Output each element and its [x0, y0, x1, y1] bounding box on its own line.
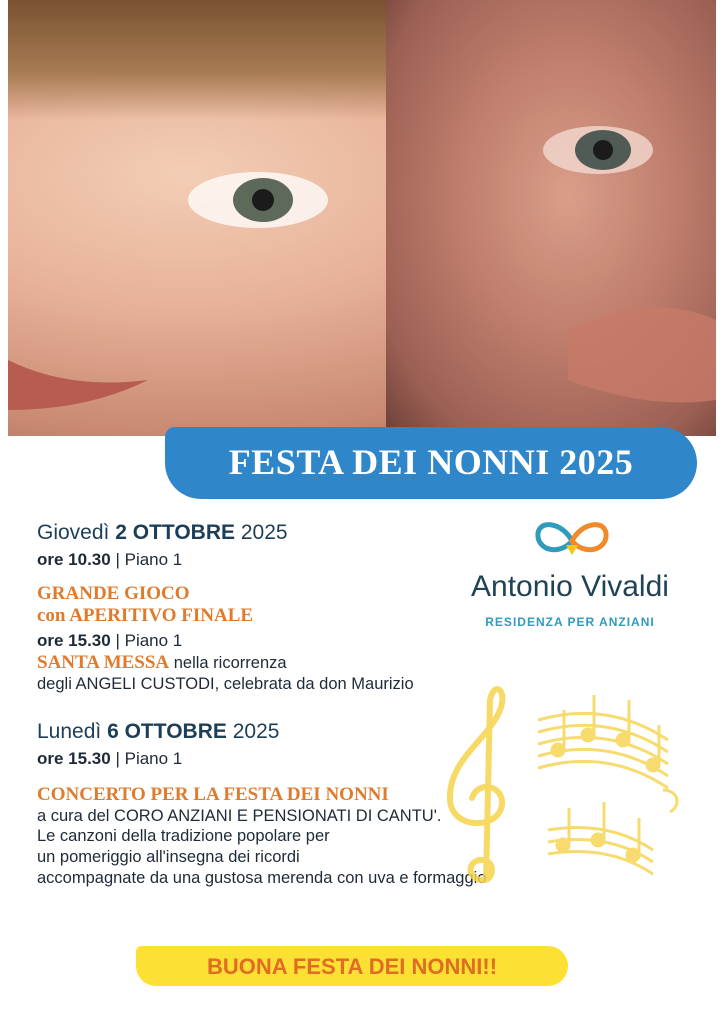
event1-place2: | Piano 1	[115, 631, 183, 650]
concert-line: Le canzoni della tradizione popolare per	[37, 827, 330, 845]
event1-activity-line1: GRANDE GIOCO	[37, 583, 190, 604]
logo-name: Antonio Vivaldi	[471, 570, 669, 603]
mass-title: SANTA MESSA	[37, 652, 170, 673]
title-banner	[165, 427, 697, 499]
logo-subtitle: RESIDENZA PER ANZIANI	[485, 615, 655, 629]
hero-photo	[8, 0, 716, 436]
event1-activity-line2: con APERITIVO FINALE	[37, 605, 254, 626]
footer-banner	[136, 946, 568, 986]
concert-line: accompagnate da una gustosa merenda con uva e formaggio	[37, 869, 487, 887]
event2-date	[37, 720, 279, 744]
mass-rest: nella ricorrenza	[169, 654, 287, 672]
event1-time2-bold: ore 15.30	[37, 631, 111, 650]
event2-day: Lunedì	[37, 720, 102, 743]
event1-day: Giovedì	[37, 521, 110, 544]
event1-mass	[37, 652, 287, 674]
event1-date	[37, 521, 288, 545]
event2-time-bold: ore 15.30	[37, 749, 111, 768]
event2-place: | Piano 1	[115, 749, 183, 768]
event1-mass-line2: degli ANGELI CUSTODI, celebrata da don Maurizio	[37, 675, 414, 693]
footer-greeting: BUONA FESTA DEI NONNI!!	[206, 954, 498, 979]
event1-time-bold: ore 10.30	[37, 550, 111, 569]
faces-illustration	[8, 0, 716, 436]
page-title: FESTA DEI NONNI 2025	[228, 442, 634, 482]
concert-line: a cura del CORO ANZIANI E PENSIONATI DI CANTU'.	[37, 807, 442, 825]
event2-year: 2025	[232, 720, 280, 743]
event1-date-bold: 2 OTTOBRE	[115, 521, 236, 544]
music-notes-icon	[438, 680, 688, 890]
event1-year: 2025	[240, 521, 288, 544]
event2-time	[37, 749, 182, 769]
concert-line: un pomeriggio all'insegna dei ricordi	[37, 848, 300, 866]
residence-logo	[440, 515, 700, 635]
event1-place: | Piano 1	[115, 550, 183, 569]
event1-time	[37, 550, 182, 570]
event1-time2	[37, 631, 182, 651]
event2-date-bold: 6 OTTOBRE	[107, 720, 227, 743]
concert-title: CONCERTO PER LA FESTA DEI NONNI	[37, 784, 389, 805]
butterfly-logo-icon	[532, 515, 612, 567]
